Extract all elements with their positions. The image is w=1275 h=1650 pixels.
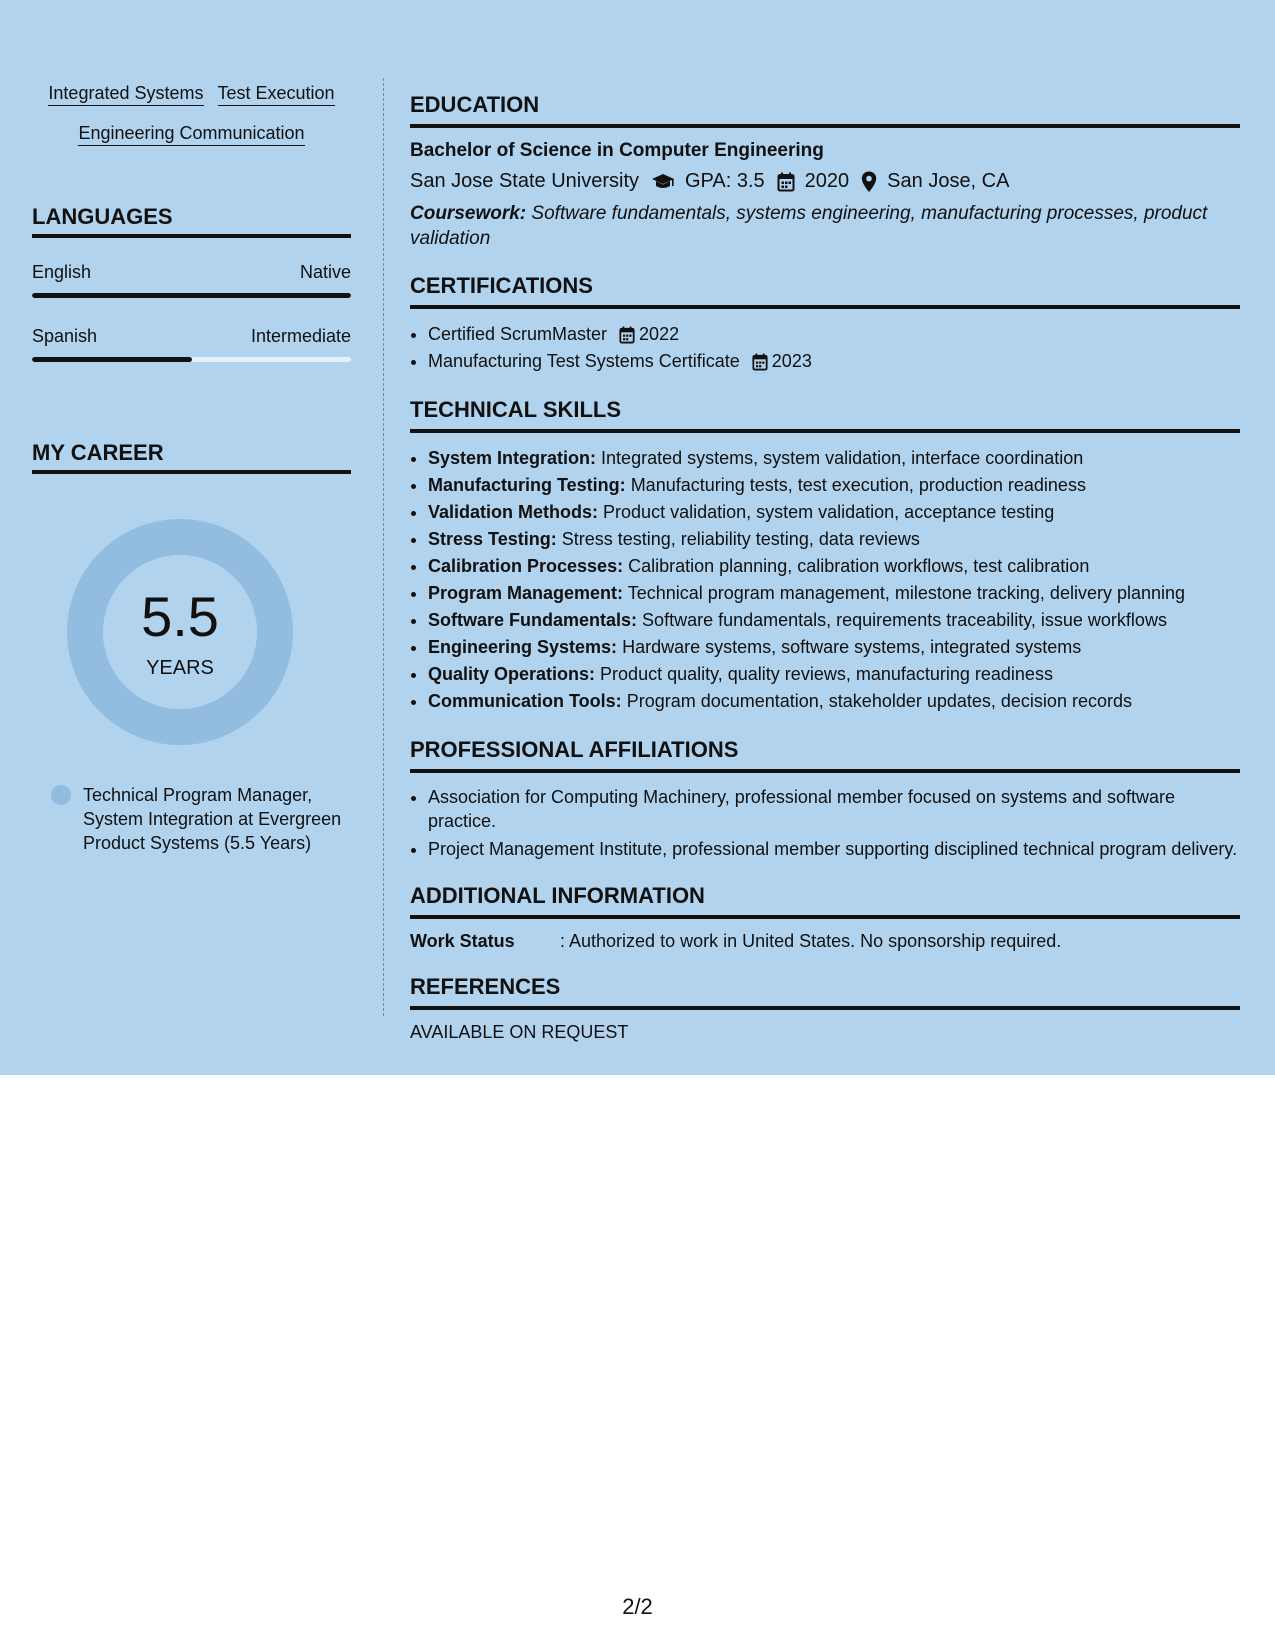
skill-label: Quality Operations:	[428, 664, 596, 684]
coursework	[410, 201, 1240, 251]
affiliations-list	[410, 785, 1240, 861]
skill-text: Manufacturing tests, test execution, production readiness	[630, 475, 1086, 495]
skill-text: Program documentation, stakeholder updates, decision records	[626, 691, 1132, 711]
certifications-heading: CERTIFICATIONS	[410, 273, 1240, 309]
list-item	[428, 445, 1240, 472]
calendar-icon	[777, 172, 795, 192]
skill-text: Stress testing, reliability testing, data reviews	[561, 529, 920, 549]
skill-text: Hardware systems, software systems, integrated systems	[622, 637, 1082, 657]
technical-skills-list	[410, 445, 1240, 715]
list-item	[428, 348, 1240, 375]
left-column	[32, 80, 351, 855]
education-meta	[410, 170, 1240, 193]
school-name: San Jose State University	[410, 170, 639, 192]
skill-label: Validation Methods:	[428, 502, 599, 522]
language-proficiency-fill	[32, 293, 351, 298]
language-name: Spanish	[32, 326, 98, 346]
school-location: San Jose, CA	[887, 170, 1010, 192]
certification-name: • Certified ScrumMaster	[428, 324, 608, 344]
languages-section	[32, 204, 351, 362]
list-item	[428, 580, 1240, 607]
skill-tag: Engineering Communication	[78, 121, 304, 146]
certification-name: • Manufacturing Test Systems Certificate	[428, 351, 740, 371]
technical-skills-section	[410, 397, 1240, 715]
career-years-unit: YEARS	[146, 657, 214, 679]
skill-text: Product quality, quality reviews, manufacturing readiness	[600, 664, 1053, 684]
list-item	[428, 553, 1240, 580]
list-item	[428, 526, 1240, 553]
certification-year: 2023	[771, 351, 812, 371]
skill-text: Integrated systems, system validation, interface coordination	[601, 448, 1084, 468]
skill-label: Communication Tools:	[428, 691, 622, 711]
career-donut-chart	[67, 519, 293, 745]
location-pin-icon	[861, 171, 877, 193]
list-item	[428, 321, 1240, 348]
certifications-list	[410, 321, 1240, 375]
list-item: • Association for Computing Machinery, professional member focused on systems and software practice.	[428, 785, 1240, 833]
graduation-year: 2020	[804, 170, 850, 192]
right-column	[410, 92, 1240, 1065]
language-proficiency-fill	[32, 357, 192, 362]
skill-text: Calibration planning, calibration workflows, test calibration	[628, 556, 1090, 576]
skill-text: Software fundamentals, requirements traceability, issue workflows	[642, 610, 1167, 630]
list-item	[428, 499, 1240, 526]
page-number: 2/2	[622, 1594, 653, 1619]
references-heading: REFERENCES	[410, 974, 1240, 1010]
skill-label: Software Fundamentals:	[428, 610, 638, 630]
additional-info-heading: ADDITIONAL INFORMATION	[410, 883, 1240, 919]
list-item	[428, 634, 1240, 661]
graduation-cap-icon	[651, 173, 675, 191]
career-section	[32, 440, 351, 855]
calendar-icon	[619, 326, 635, 344]
skill-label: Manufacturing Testing:	[428, 475, 626, 495]
skill-label: Program Management:	[428, 583, 624, 603]
column-divider	[383, 78, 384, 1016]
skill-text: Technical program management, milestone tracking, delivery planning	[627, 583, 1186, 603]
skill-label: System Integration:	[428, 448, 597, 468]
list-item	[428, 472, 1240, 499]
coursework-text: Software fundamentals, systems engineering, manufacturing processes, product validation	[410, 203, 1208, 249]
language-item	[32, 326, 351, 362]
career-legend-text: Technical Program Manager, System Integration at Evergreen Product Systems (5.5 Years)	[83, 785, 342, 853]
language-item	[32, 262, 351, 298]
skill-label: Engineering Systems:	[428, 637, 618, 657]
gpa: GPA: 3.5	[685, 170, 765, 192]
list-item	[428, 688, 1240, 715]
education-section	[410, 92, 1240, 251]
legend-dot	[51, 785, 71, 805]
skill-label: Calibration Processes:	[428, 556, 624, 576]
skill-tag: Test Execution	[218, 81, 335, 106]
language-proficiency-bar	[32, 357, 351, 362]
coursework-label: Coursework:	[410, 203, 527, 224]
certification-year: 2022	[639, 324, 680, 344]
career-legend	[51, 783, 351, 855]
references-section	[410, 974, 1240, 1043]
work-status-label: Work Status	[410, 931, 515, 951]
skill-text: Product validation, system validation, acceptance testing	[603, 502, 1055, 522]
degree-title: Bachelor of Science in Computer Engineering	[410, 140, 824, 161]
language-proficiency-bar	[32, 293, 351, 298]
work-status-value: : Authorized to work in United States. No sponsorship required.	[560, 931, 1062, 951]
technical-skills-heading: TECHNICAL SKILLS	[410, 397, 1240, 433]
references-text: AVAILABLE ON REQUEST	[410, 1022, 629, 1042]
skill-label: Stress Testing:	[428, 529, 557, 549]
affiliations-section	[410, 737, 1240, 861]
career-years-value: 5.5	[141, 585, 219, 648]
additional-info-section	[410, 883, 1240, 952]
languages-heading: LANGUAGES	[32, 204, 351, 238]
list-item	[428, 607, 1240, 634]
skill-tag: Integrated Systems	[48, 81, 203, 106]
career-heading: MY CAREER	[32, 440, 351, 474]
language-name: English	[32, 262, 92, 282]
affiliations-heading: PROFESSIONAL AFFILIATIONS	[410, 737, 1240, 773]
language-level: Intermediate	[250, 326, 351, 346]
language-level: Native	[299, 262, 351, 282]
calendar-icon	[752, 353, 768, 371]
list-item	[428, 661, 1240, 688]
skills-tags	[32, 80, 351, 160]
list-item: • Project Management Institute, professional member supporting disciplined technical program delivery.	[428, 837, 1240, 861]
certifications-section	[410, 273, 1240, 375]
education-heading: EDUCATION	[410, 92, 1240, 128]
work-status-row	[410, 931, 1240, 952]
